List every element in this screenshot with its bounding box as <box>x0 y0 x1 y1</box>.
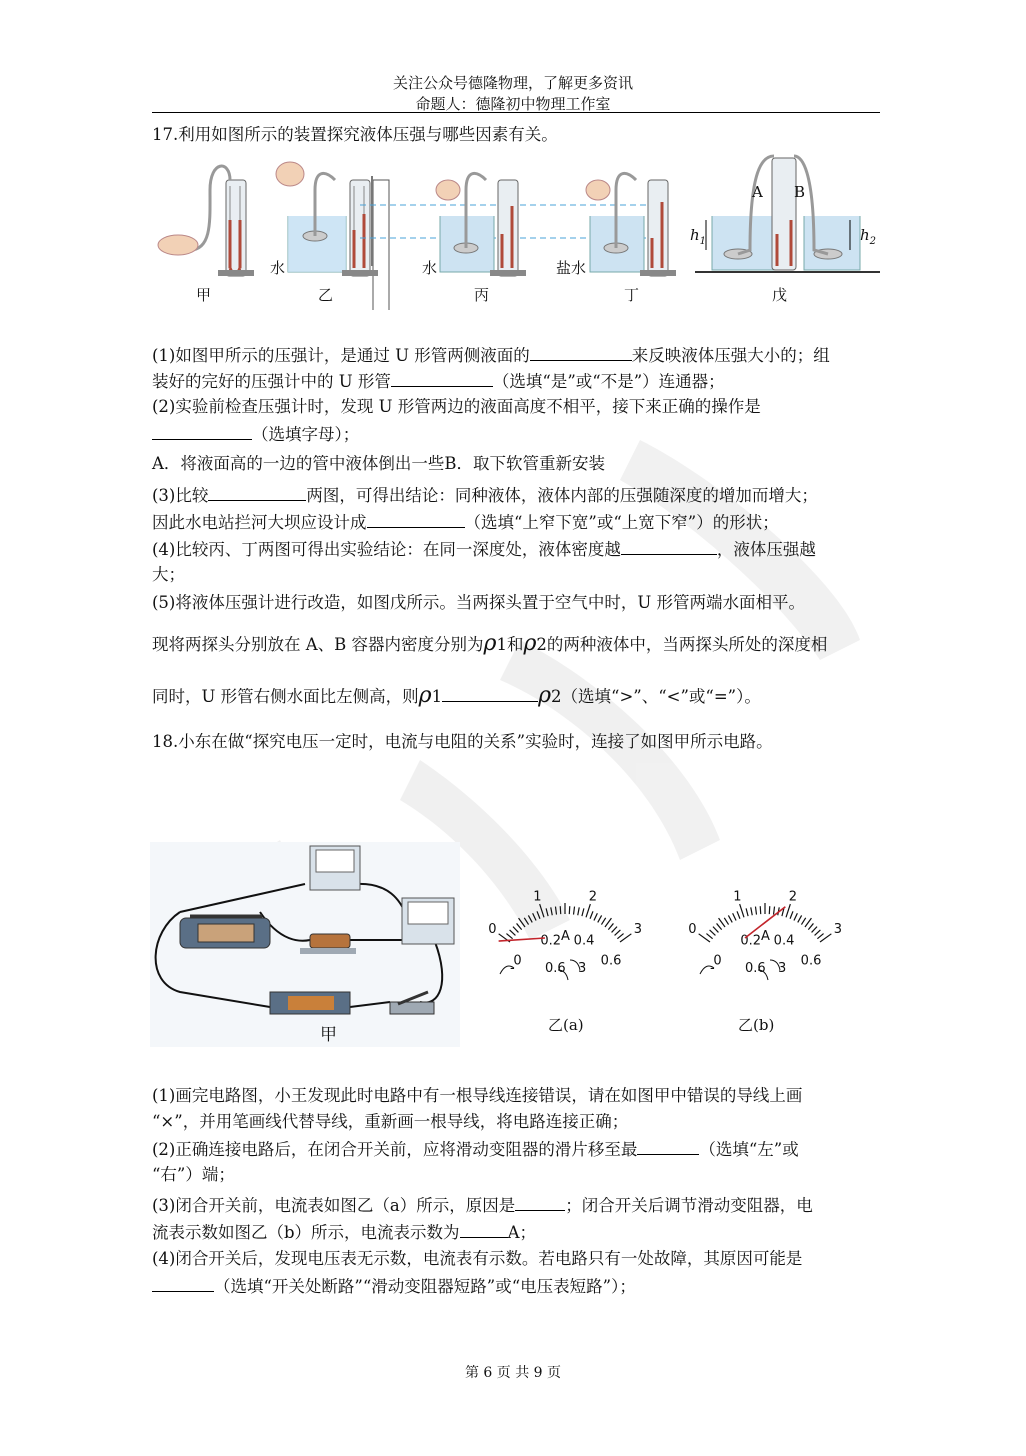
meter-inner-label: 0 <box>713 953 722 969</box>
q17-options: A．将液面高的一边的管中液体倒出一些B．取下软管重新安装 <box>152 454 606 473</box>
blank-q18-3[interactable] <box>460 1221 508 1238</box>
q17-p1-line2: 装好的完好的压强计中的 U 形管 （选填“是”或“不是”）连通器； <box>152 372 725 391</box>
meter-tick <box>612 927 617 933</box>
q17-p4-line1: (4)比较丙、丁两图可得出实验结论：在同一深度处，液体密度越 ，液体压强越 <box>152 540 816 559</box>
liquid-water-2: 水 <box>422 259 438 277</box>
meter-tick <box>719 918 725 927</box>
meter-tick <box>551 907 552 915</box>
meter-tick <box>617 934 623 939</box>
meter-unit: A <box>761 929 770 944</box>
meter-tick <box>717 923 722 929</box>
q18-p3-line1: (3)闭合开关前，电流表如图乙（a）所示，原因是 ；闭合开关后调节滑动变阻器，电 <box>152 1196 813 1215</box>
blank-q17-7[interactable] <box>442 685 538 702</box>
blank-q17-1[interactable] <box>530 344 632 361</box>
label-ding: 丁 <box>624 286 640 304</box>
meter-terminal-label: 0.6 <box>745 961 766 976</box>
meter-tick <box>801 918 805 925</box>
q17-p3-line1: (3)比较 两图，可得出结论：同种液体，液体内部的压强随深度的增加而增大； <box>152 486 818 505</box>
q17-p2-line2: （选填字母）； <box>152 423 882 446</box>
q18-p2-line1: (2)正确连接电路后，在闭合开关前，应将滑动变阻器的滑片移至最 （选填“左”或 <box>152 1140 799 1159</box>
meter-unit: A <box>561 929 570 944</box>
meter-tick <box>713 927 718 933</box>
meter-tick <box>737 911 740 918</box>
meter-tick <box>582 908 584 916</box>
meter-tick <box>574 907 575 915</box>
q17-p5-line3: 同时，U 形管右侧水面比左侧高，则ρ1 ρ2（选填“>”、“<”或“=”）。 <box>152 683 761 708</box>
q17-p5-line1: (5)将液体压强计进行改造，如图戊所示。当两探头置于空气中时，U 形管两端水面相平。 <box>152 593 806 612</box>
mark-a: A <box>752 183 763 201</box>
meter-tick <box>760 906 761 914</box>
meter-tick <box>598 915 602 922</box>
meter-tick <box>590 911 593 918</box>
meter-tick <box>808 923 813 929</box>
meter-terminal-label: 0.6 <box>545 961 566 976</box>
meter-tick <box>546 908 548 916</box>
meter-tick <box>506 934 512 939</box>
meter-terminal-label: 3 <box>578 961 587 976</box>
meter-tick <box>798 915 802 922</box>
meter-tick <box>524 918 528 925</box>
meter-tick <box>755 907 756 915</box>
meter-tick <box>728 915 732 922</box>
meter-tick <box>517 923 522 929</box>
beaker-ding <box>586 173 676 276</box>
blank-q18-1[interactable] <box>637 1138 699 1155</box>
meter-tick <box>608 923 613 929</box>
mark-h1: $h_1$ <box>690 226 707 247</box>
blank-q18-4[interactable] <box>152 1275 214 1292</box>
meter-tick <box>537 911 540 918</box>
meter-tick <box>586 904 590 917</box>
q17-title: 17.利用如图所示的装置探究液体压强与哪些因素有关。 <box>152 125 558 144</box>
meter-outer-label: 0 <box>488 922 497 938</box>
blank-q17-5[interactable] <box>367 511 465 528</box>
blank-q17-6[interactable] <box>621 538 717 555</box>
meter-tick <box>812 927 817 933</box>
meter-tick <box>740 904 744 917</box>
meter-tick <box>555 907 556 915</box>
meter-tick <box>519 918 525 927</box>
header-line-2: 命题人：德隆初中物理工作室 <box>415 95 611 113</box>
meter-terminal-label: - <box>710 961 715 976</box>
header-rule <box>152 112 880 113</box>
q18-title: 18.小东在做“探究电压一定时，电流与电阻的关系”实验时，连接了如图甲所示电路。 <box>152 732 773 751</box>
beaker-yi <box>276 162 378 276</box>
meter-outer-label: 3 <box>833 922 843 938</box>
header-line-1: 关注公众号德隆物理，了解更多资讯 <box>392 74 633 92</box>
meter-tick <box>615 930 621 935</box>
meter-outer-label: 3 <box>633 922 643 938</box>
meter-inner-label: 0.2 <box>740 933 762 949</box>
meter-tick <box>540 904 544 917</box>
meter-tick <box>794 913 797 920</box>
meter-outer-label: 0 <box>688 922 697 938</box>
liquid-water-1: 水 <box>270 259 286 277</box>
meter-tick <box>510 930 516 935</box>
meter-inner-label: 0.6 <box>800 953 822 969</box>
q18-p2-line2: “右”）端； <box>152 1165 235 1184</box>
modified-gauge-wu <box>695 156 880 272</box>
meter-tick <box>578 907 579 915</box>
meter-tick <box>560 906 561 914</box>
q17-p2-line1: (2)实验前检查压强计时，发现 U 形管两边的液面高度不相平，接下来正确的操作是 <box>152 397 761 416</box>
meter-tick <box>815 930 821 935</box>
meter-terminal-label: - <box>510 961 515 976</box>
meter-tick <box>769 906 770 914</box>
q18-p3-line2: 流表示数如图乙（b）所示，电流表示数为 A； <box>152 1223 536 1242</box>
meter-tick <box>710 930 716 935</box>
meter-tick <box>751 907 752 915</box>
mark-h2: $h_2$ <box>860 226 877 247</box>
meter-inner-label: 0.4 <box>773 933 795 949</box>
q17-p3-line2: 因此水电站拦河大坝应设计成 （选填“上窄下宽”或“上宽下窄”）的形状； <box>152 513 779 532</box>
q17-p5-line2: 现将两探头分别放在 A、B 容器内密度分别为ρ1和ρ2的两种液体中，当两探头所处的深度相 <box>152 631 828 656</box>
blank-q17-3[interactable] <box>152 423 252 440</box>
label-jia: 甲 <box>196 286 212 304</box>
page-footer: 第 6 页 共 9 页 <box>464 1365 562 1381</box>
meter-inner-label: 0 <box>513 953 522 969</box>
meter-tick <box>724 918 728 925</box>
blank-q18-2[interactable] <box>515 1194 565 1211</box>
meter-tick <box>601 918 605 925</box>
label-yi: 乙 <box>318 286 334 304</box>
q18-p4-line2: （选填“开关处断路”“滑动变阻器短路”或“电压表短路”）； <box>152 1275 882 1298</box>
meter-tick <box>817 934 823 939</box>
caption-meter-b: 乙(b) <box>738 1016 775 1034</box>
q18-circuit-figure <box>150 842 460 1047</box>
meter-tick <box>706 934 712 939</box>
meter-outer-label: 1 <box>733 889 742 905</box>
meter-tick <box>605 918 611 927</box>
caption-meter-a: 乙(a) <box>548 1016 584 1034</box>
meter-outer-label: 2 <box>588 889 598 905</box>
q18-p4-line1: (4)闭合开关后，发现电压表无示数，电流表有示数。若电路只有一处故障，其原因可能是 <box>152 1249 803 1268</box>
meter-tick <box>569 906 570 914</box>
q18-p1-line1: (1)画完电路图，小王发现此时电路中有一根导线连接错误，请在如图甲中错误的导线上画 <box>152 1086 803 1105</box>
meter-inner-label: 0.4 <box>573 933 595 949</box>
meter-outer-label: 2 <box>788 889 798 905</box>
beaker-bing <box>436 173 526 276</box>
meter-inner-label: 0.2 <box>540 933 562 949</box>
meter-tick <box>733 913 736 920</box>
q18-p1-line2: “×”，并用笔画线代替导线，重新画一根导线，将电路连接正确； <box>152 1112 629 1131</box>
meter-a <box>470 842 660 1032</box>
meter-outer-label: 1 <box>533 889 542 905</box>
meter-tick <box>513 927 518 933</box>
meter-tick <box>790 911 793 918</box>
mark-b: B <box>794 183 806 201</box>
circuit-label-jia: 甲 <box>320 1025 337 1045</box>
meter-tick <box>805 918 811 927</box>
liquid-saltwater: 盐水 <box>556 259 587 277</box>
q17-p1-line1: (1)如图甲所示的压强计，是通过 U 形管两侧液面的 来反映液体压强大小的；组 <box>152 346 830 365</box>
label-wu: 戊 <box>772 286 788 304</box>
meter-tick <box>786 904 790 917</box>
meter-terminal-label: 3 <box>778 961 787 976</box>
meter-tick <box>774 907 775 915</box>
meter-b <box>670 842 860 1032</box>
meter-tick <box>746 908 748 916</box>
blank-q17-4[interactable] <box>208 484 306 501</box>
blank-q17-2[interactable] <box>391 370 493 387</box>
meter-tick <box>533 913 536 920</box>
meter-tick <box>528 915 532 922</box>
label-bing: 丙 <box>474 286 490 304</box>
meter-inner-label: 0.6 <box>600 953 622 969</box>
q17-p4-line2: 大； <box>152 565 185 584</box>
meter-tick <box>594 913 597 920</box>
